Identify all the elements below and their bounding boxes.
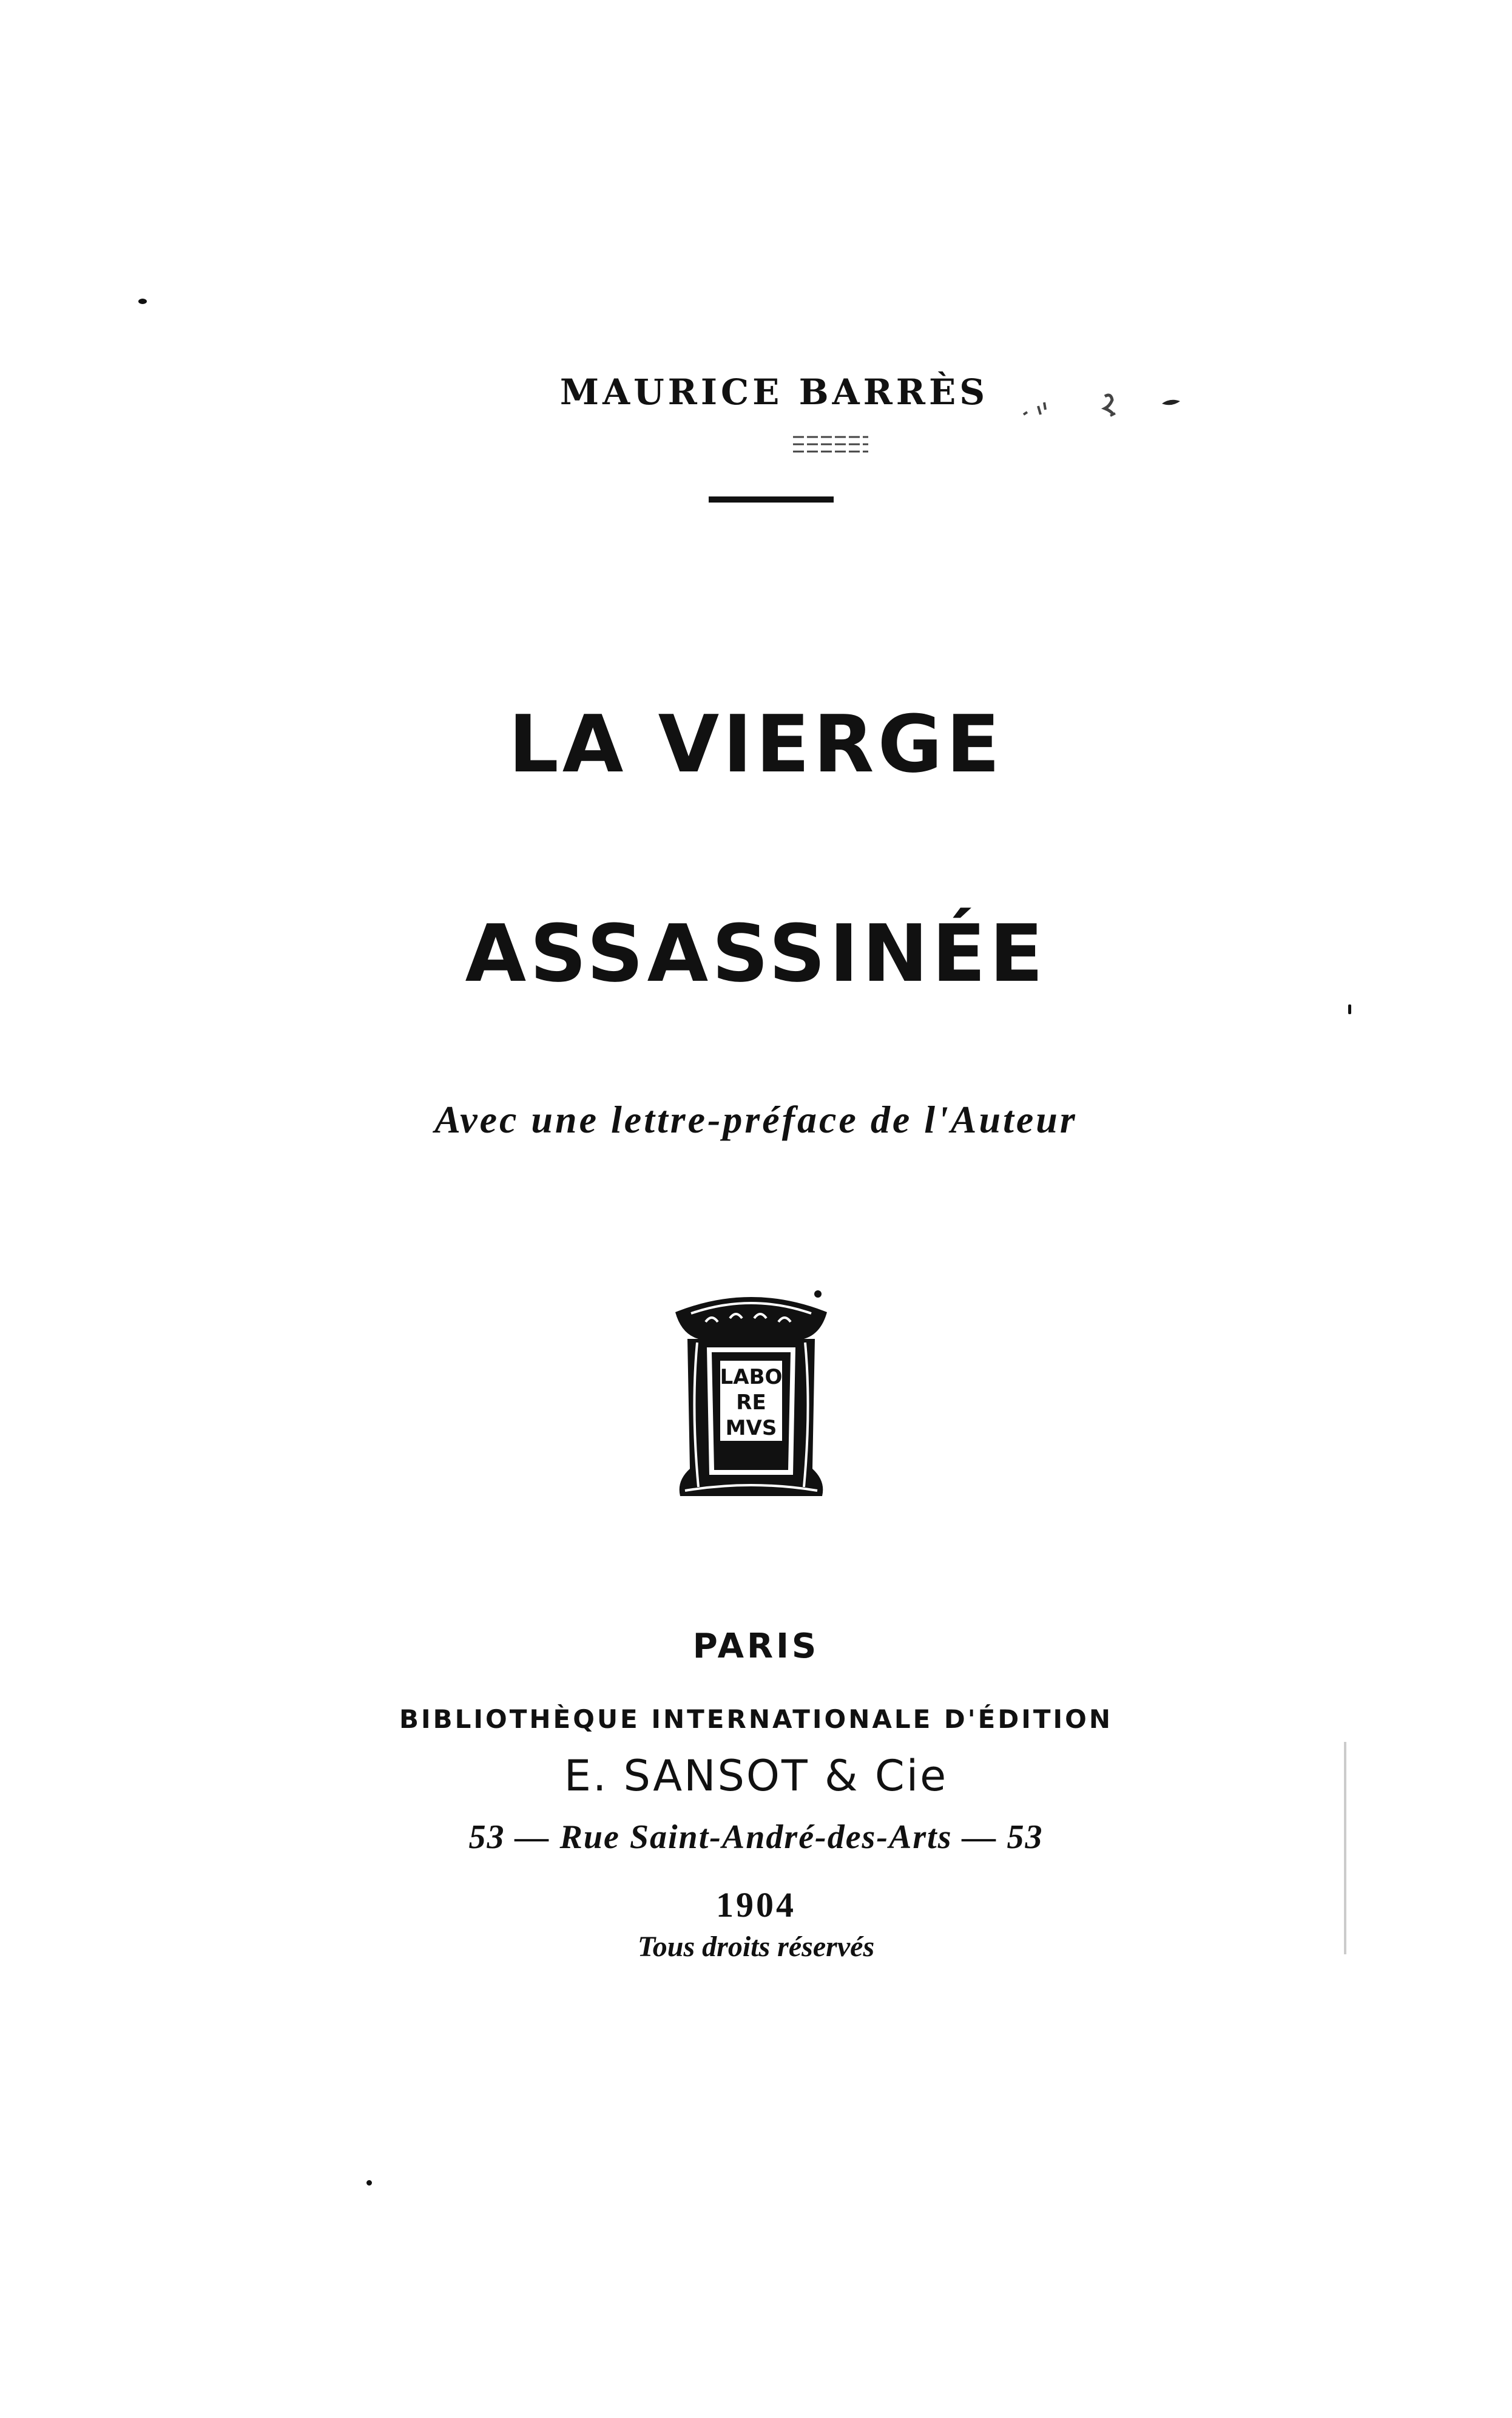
ink-speck <box>1348 1004 1351 1014</box>
author-line <box>0 371 1512 438</box>
title-line-1: LA VIERGE <box>508 698 1004 790</box>
imprint-address: 53 — Rue Saint-André-des-Arts — 53 <box>468 1818 1044 1856</box>
imprint-year: 1904 <box>716 1885 796 1925</box>
imprint-publisher: E. SANSOT & Cie <box>564 1751 948 1801</box>
printer-mark-line-2: RE <box>736 1390 766 1415</box>
library-stamp-marks <box>986 379 1192 452</box>
imprint-city: PARIS <box>692 1627 820 1666</box>
printer-mark <box>663 1287 839 1502</box>
ink-speck <box>138 299 147 304</box>
imprint-rights: Tous droits réservés <box>637 1931 875 1963</box>
printer-mark-line-3: MVS <box>725 1416 777 1440</box>
ink-speck <box>366 2180 372 2186</box>
title-line-2: ASSASSINÉE <box>465 907 1047 1000</box>
title-rule <box>709 496 834 503</box>
subtitle: Avec une lettre-préface de l'Auteur <box>434 1098 1078 1141</box>
author-name: MAURICE BARRÈS <box>559 371 989 413</box>
imprint-library: BIBLIOTHÈQUE INTERNATIONALE D'ÉDITION <box>399 1704 1113 1734</box>
printer-mark-line-1: LABO <box>720 1365 783 1389</box>
author-underline <box>792 432 871 456</box>
